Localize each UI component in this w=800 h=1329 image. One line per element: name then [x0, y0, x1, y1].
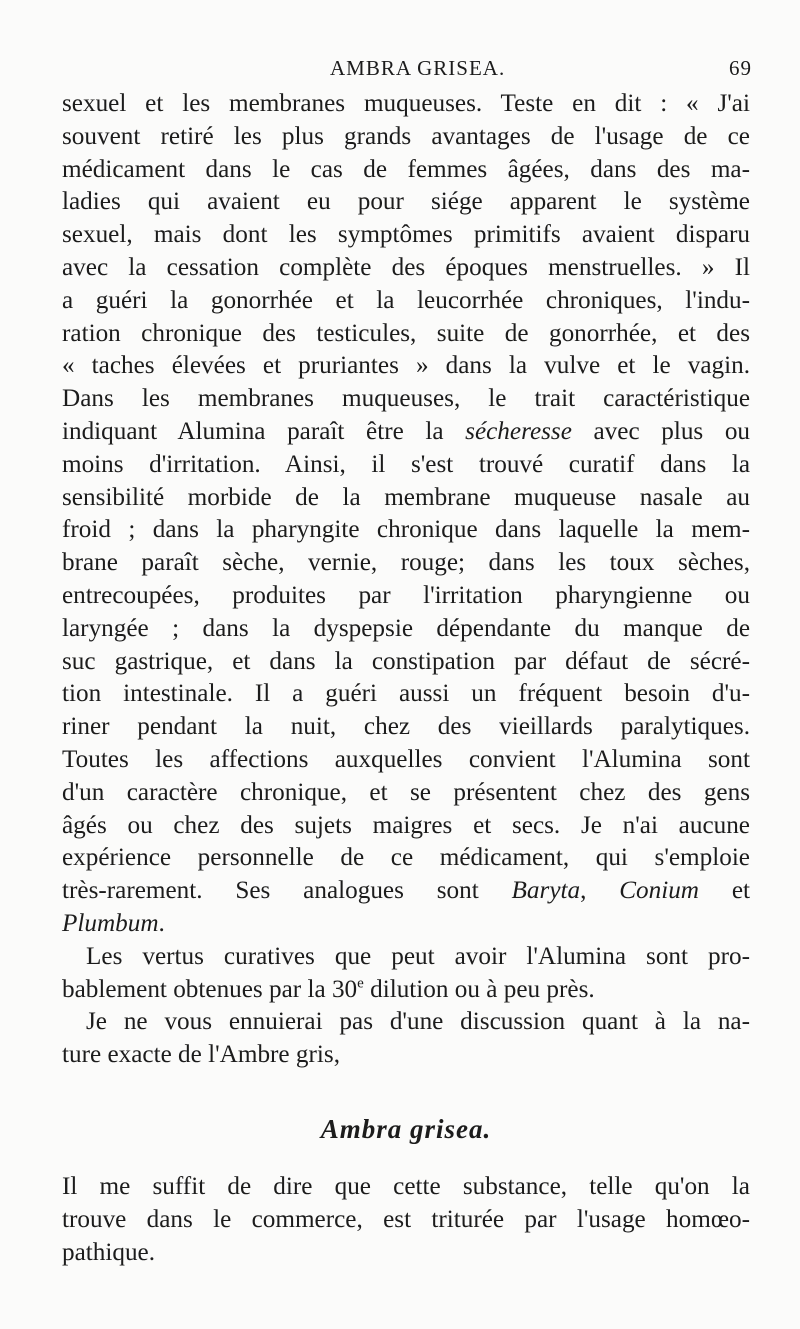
running-head: AMBRA GRISEA.: [330, 56, 506, 80]
text-line: Je ne vous ennuierai pas d'une discussion quant à la na-: [86, 1008, 750, 1036]
paragraph-4: [62, 1171, 750, 1269]
text-line: [62, 416, 750, 449]
text-line: expérience personnelle de ce médicament, qui s'emploie: [62, 844, 750, 872]
text-line: pathique.: [62, 1238, 156, 1266]
text-line: sexuel et les membranes muqueuses. Teste en dit : « J'ai: [62, 90, 750, 117]
text-span: bablement obtenues par la 30: [62, 975, 358, 1003]
text-line: entrecoupées, produites par l'irritation pharyngienne ou: [62, 581, 750, 609]
text-line: Il me suffit de dire que cette substance, telle qu'on la: [62, 1172, 750, 1200]
text-line: d'un caractère chronique, et se présentent chez des gens: [62, 778, 750, 806]
text-line: Dans les membranes muqueuses, le trait caractéristique: [62, 385, 750, 413]
text-span: et: [699, 877, 750, 905]
text-line: ladies qui avaient eu pour siége apparent le système: [62, 188, 750, 216]
text-line: [62, 974, 750, 1007]
text-line: froid ; dans la pharyngite chronique dans laquelle la mem-: [62, 516, 750, 544]
text-span: dilution ou à peu près.: [363, 975, 595, 1003]
body-text: [62, 88, 750, 1072]
text-line: Toutes les affections auxquelles convient l'Alumina sont: [62, 745, 750, 773]
text-line: Les vertus curatives que peut avoir l'Alumina sont pro-: [86, 942, 750, 970]
text-line: avec la cessation complète des époques menstruelles. » Il: [62, 253, 750, 281]
text-line: « taches élevées et pruriantes » dans la vulve et le vagin.: [62, 352, 750, 380]
text-span: ,: [580, 877, 620, 905]
section-title: Ambra grisea.: [320, 1113, 492, 1144]
paragraph-3: [62, 1006, 750, 1072]
text-line: moins d'irritation. Ainsi, il s'est trouvé curatif dans la: [62, 450, 750, 478]
paragraph-2: [62, 941, 750, 1007]
page-header: [62, 48, 750, 88]
text-line: brane paraît sèche, vernie, rouge; dans les toux sèches,: [62, 549, 750, 577]
text-span: très-rarement. Ses analogues sont: [62, 877, 512, 905]
text-line: sexuel, mais dont les symptômes primitifs avaient disparu: [62, 221, 750, 249]
text-span: .: [158, 909, 165, 937]
text-line: ration chronique des testicules, suite de gonorrhée, et des: [62, 319, 750, 347]
page-number: 69: [729, 56, 752, 80]
text-line: médicament dans le cas de femmes âgées, dans des ma-: [62, 155, 750, 183]
text-line: ture exacte de l'Ambre gris,: [62, 1041, 340, 1069]
text-span: avec plus ou: [571, 417, 751, 445]
italic-term: Plumbum: [62, 909, 159, 937]
text-line: a guéri la gonorrhée et la leucorrhée chroniques, l'indu-: [62, 286, 750, 314]
text-line: trouve dans le commerce, est triturée par l'usage homœo-: [62, 1205, 750, 1233]
text-line: tion intestinale. Il a guéri aussi un fréquent besoin d'u-: [62, 680, 750, 708]
text-line: âgés ou chez des sujets maigres et secs. Je n'ai aucune: [62, 811, 750, 839]
italic-term: sécheresse: [465, 417, 572, 445]
superscript: e: [357, 975, 364, 992]
italic-term: Conium: [619, 877, 699, 905]
text-line: [62, 908, 750, 941]
text-line: suc gastrique, et dans la constipation par défaut de sécré-: [62, 647, 750, 675]
text-line: riner pendant la nuit, chez des vieillards paralytiques.: [62, 713, 750, 741]
text-line: [62, 875, 750, 908]
text-line: sensibilité morbide de la membrane muqueuse nasale au: [62, 483, 750, 511]
italic-term: Baryta: [511, 877, 581, 905]
paragraph-1: [62, 88, 750, 941]
book-page: [62, 48, 750, 1269]
text-line: laryngée ; dans la dyspepsie dépendante du manque de: [62, 614, 750, 642]
text-span: indiquant Alumina paraît être la: [62, 417, 466, 445]
text-line: souvent retiré les plus grands avantages de l'usage de ce: [62, 122, 750, 150]
